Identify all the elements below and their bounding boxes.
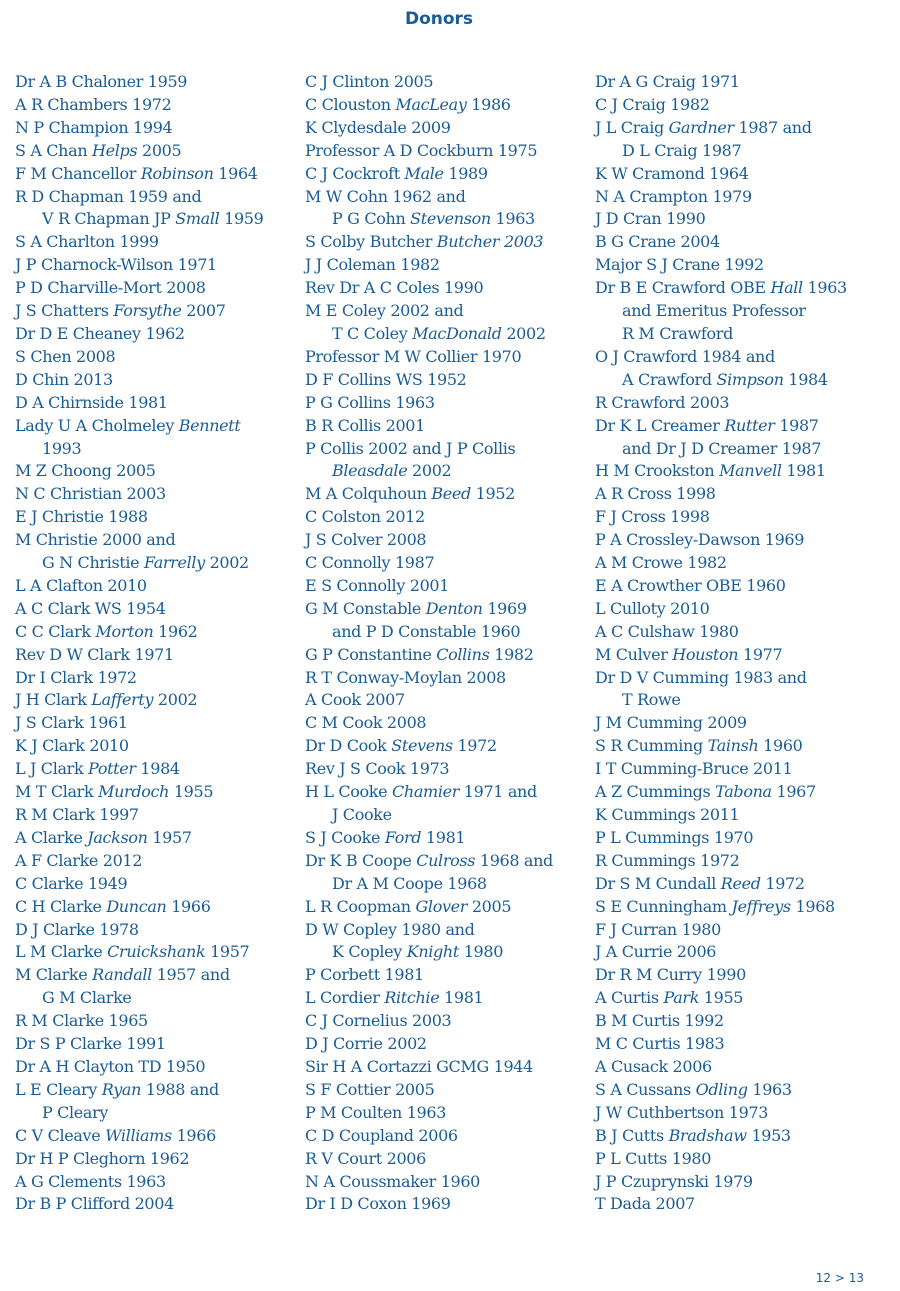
donor-entry: J D Cran 1990 bbox=[595, 209, 706, 229]
donor-entry: C Connolly 1987 bbox=[305, 553, 435, 573]
donor-entry: A Clarke Jackson 1957 bbox=[15, 827, 192, 847]
donor-entry: D Chin 2013 bbox=[15, 369, 113, 389]
donor-entry: Dr A H Clayton TD 1950 bbox=[15, 1056, 206, 1076]
donor-entry: Dr K L Creamer Rutter 1987 and Dr J D Creamer 1987 bbox=[595, 415, 822, 458]
donor-entry: Dr I Clark 1972 bbox=[15, 667, 137, 687]
donor-entry: Dr B E Crawford OBE Hall 1963 and Emeritus Professor R M Crawford bbox=[595, 278, 847, 343]
donor-entry: T Dada 2007 bbox=[595, 1194, 695, 1214]
donor-entry: J H Clark Lafferty 2002 bbox=[15, 690, 198, 710]
donor-entry: D J Corrie 2002 bbox=[305, 1034, 427, 1054]
donor-entry: M Christie 2000 and G N Christie Farrelly 2002 bbox=[15, 530, 249, 573]
donor-entry: R Cummings 1972 bbox=[595, 850, 740, 870]
donor-entry: Dr I D Coxon 1969 bbox=[305, 1194, 451, 1214]
donor-entry: M A Colquhoun Beed 1952 bbox=[305, 484, 515, 504]
donor-entry: Dr D V Cumming 1983 and T Rowe bbox=[595, 667, 807, 710]
donor-entry: Dr A B Chaloner 1959 bbox=[15, 72, 188, 91]
donor-entry: K Cummings 2011 bbox=[595, 805, 740, 824]
donor-entry: D J Clarke 1978 bbox=[15, 919, 139, 939]
donor-entry: J S Chatters Forsythe 2007 bbox=[15, 301, 226, 321]
donor-entry: S A Cussans Odling 1963 bbox=[595, 1079, 792, 1099]
donor-entry: G P Constantine Collins 1982 bbox=[305, 644, 534, 664]
donor-entry: C Clarke 1949 bbox=[15, 873, 128, 893]
donor-entry: S Colby Butcher Butcher 2003 bbox=[305, 232, 544, 252]
donor-entry: P L Cutts 1980 bbox=[595, 1148, 712, 1168]
donor-entry: Professor M W Collier 1970 bbox=[305, 346, 522, 366]
donor-entry: B M Curtis 1992 bbox=[595, 1011, 724, 1031]
donor-entry: D F Collins WS 1952 bbox=[305, 369, 467, 389]
donor-entry: Major S J Crane 1992 bbox=[595, 255, 764, 275]
donor-entry: P D Charville-Mort 2008 bbox=[15, 278, 206, 298]
donor-entry: Rev D W Clark 1971 bbox=[15, 644, 174, 664]
donor-entry: C J Craig 1982 bbox=[595, 94, 710, 114]
donor-entry: Lady U A Cholmeley Bennett 1993 bbox=[15, 415, 241, 458]
donor-entry: Dr R M Curry 1990 bbox=[595, 965, 746, 985]
donor-entry: Dr K B Coope Culross 1968 and Dr A M Coope 1968 bbox=[305, 850, 553, 893]
donor-entry: L J Clark Potter 1984 bbox=[15, 759, 180, 779]
donor-entry: Dr B P Clifford 2004 bbox=[15, 1194, 174, 1214]
donor-entry: S R Cumming Tainsh 1960 bbox=[595, 736, 803, 756]
donor-entry: C D Coupland 2006 bbox=[305, 1125, 458, 1145]
donor-entry: A C Clark WS 1954 bbox=[15, 598, 166, 618]
donor-entry: C H Clarke Duncan 1966 bbox=[15, 896, 211, 916]
donor-entry: J P Czuprynski 1979 bbox=[595, 1171, 753, 1191]
donor-entry: Dr D E Cheaney 1962 bbox=[15, 323, 185, 343]
donor-entry: K Clydesdale 2009 bbox=[305, 117, 451, 137]
donor-entry: Professor A D Cockburn 1975 bbox=[305, 140, 538, 160]
donor-entry: J L Craig Gardner 1987 and D L Craig 1987 bbox=[595, 117, 812, 160]
donor-entry: C V Cleave Williams 1966 bbox=[15, 1125, 216, 1145]
donor-entry: P Corbett 1981 bbox=[305, 965, 424, 985]
donor-entry: L Cordier Ritchie 1981 bbox=[305, 988, 484, 1008]
donor-entry: R D Chapman 1959 and V R Chapman JP Small 1959 bbox=[15, 186, 264, 229]
donor-entry: S Chen 2008 bbox=[15, 346, 116, 366]
donor-entry: L A Clafton 2010 bbox=[15, 575, 147, 595]
donor-entry: A Z Cummings Tabona 1967 bbox=[595, 782, 816, 802]
donor-entry: S A Charlton 1999 bbox=[15, 232, 159, 252]
donor-entry: P M Coulten 1963 bbox=[305, 1102, 447, 1122]
donor-column-3 bbox=[595, 71, 885, 1216]
donor-entry: J S Colver 2008 bbox=[305, 530, 427, 550]
donor-entry: M Clarke Randall 1957 and G M Clarke bbox=[15, 965, 230, 1008]
donor-entry: L M Clarke Cruickshank 1957 bbox=[15, 942, 250, 962]
donor-entry: E A Crowther OBE 1960 bbox=[595, 575, 786, 595]
donor-entry: P Collis 2002 and J P Collis Bleasdale 2002 bbox=[305, 438, 516, 481]
donor-entry: Dr S P Clarke 1991 bbox=[15, 1034, 166, 1054]
donor-entry: C Clouston MacLeay 1986 bbox=[305, 94, 511, 114]
donor-entry: M W Cohn 1962 and P G Cohn Stevenson 1963 bbox=[305, 186, 535, 229]
donor-entry: A G Clements 1963 bbox=[15, 1171, 166, 1191]
donor-entry: Sir H A Cortazzi GCMG 1944 bbox=[305, 1056, 533, 1076]
donor-entry: A R Chambers 1972 bbox=[15, 94, 172, 114]
donor-entry: Dr S M Cundall Reed 1972 bbox=[595, 873, 805, 893]
donor-entry: A M Crowe 1982 bbox=[595, 553, 727, 573]
donor-entry: L R Coopman Glover 2005 bbox=[305, 896, 512, 916]
donor-entry: M Z Choong 2005 bbox=[15, 461, 156, 481]
donor-entry: B G Crane 2004 bbox=[595, 232, 720, 252]
donor-column-2 bbox=[305, 71, 595, 1216]
donor-entry: C J Cockroft Male 1989 bbox=[305, 163, 488, 183]
donor-entry: R V Court 2006 bbox=[305, 1148, 426, 1168]
donor-entry: N C Christian 2003 bbox=[15, 484, 166, 504]
donor-entry: P L Cummings 1970 bbox=[595, 827, 754, 847]
donor-entry: M C Curtis 1983 bbox=[595, 1034, 725, 1054]
donor-entry: A F Clarke 2012 bbox=[15, 850, 143, 870]
donor-entry: S A Chan Helps 2005 bbox=[15, 140, 182, 160]
donor-entry: O J Crawford 1984 and A Crawford Simpson 1984 bbox=[595, 346, 828, 389]
donor-entry: J S Clark 1961 bbox=[15, 713, 128, 733]
donor-entry: F M Chancellor Robinson 1964 bbox=[15, 163, 258, 183]
donor-entry: D W Copley 1980 and K Copley Knight 1980 bbox=[305, 919, 504, 962]
donor-entry: A C Culshaw 1980 bbox=[595, 621, 739, 641]
donor-entry: M E Coley 2002 and T C Coley MacDonald 2002 bbox=[305, 301, 546, 343]
donor-entry: A Curtis Park 1955 bbox=[595, 988, 744, 1008]
donor-entry: N A Crampton 1979 bbox=[595, 186, 752, 206]
donor-entry: E S Connolly 2001 bbox=[305, 575, 450, 595]
donor-entry: D A Chirnside 1981 bbox=[15, 392, 168, 412]
page-number: 12 > 13 bbox=[815, 1271, 864, 1285]
donor-entry: A Cook 2007 bbox=[305, 690, 405, 710]
donor-entry: C J Clinton 2005 bbox=[305, 72, 434, 91]
donor-entry: L Culloty 2010 bbox=[595, 598, 710, 618]
donor-entry: M T Clark Murdoch 1955 bbox=[15, 782, 214, 802]
donor-entry: J P Charnock-Wilson 1971 bbox=[15, 255, 217, 275]
donor-entry: C Colston 2012 bbox=[305, 507, 425, 527]
donor-entry: N P Champion 1994 bbox=[15, 117, 173, 137]
donor-entry: C C Clark Morton 1962 bbox=[15, 621, 198, 641]
donor-entry: S J Cooke Ford 1981 bbox=[305, 827, 466, 847]
donor-entry: H L Cooke Chamier 1971 and J Cooke bbox=[305, 782, 537, 824]
donor-entry: L E Cleary Ryan 1988 and P Cleary bbox=[15, 1079, 219, 1122]
donor-entry: S F Cottier 2005 bbox=[305, 1079, 435, 1099]
donor-entry: C J Cornelius 2003 bbox=[305, 1011, 452, 1031]
donor-entry: R Crawford 2003 bbox=[595, 392, 730, 412]
donor-entry: A R Cross 1998 bbox=[595, 484, 716, 504]
donor-entry: Dr H P Cleghorn 1962 bbox=[15, 1148, 190, 1168]
donor-entry: P G Collins 1963 bbox=[305, 392, 435, 412]
donor-entry: K W Cramond 1964 bbox=[595, 163, 749, 183]
donor-entry: B R Collis 2001 bbox=[305, 415, 425, 435]
donor-entry: Dr D Cook Stevens 1972 bbox=[305, 736, 497, 756]
donor-entry: H M Crookston Manvell 1981 bbox=[595, 461, 826, 481]
donor-entry: G M Constable Denton 1969 and P D Constable 1960 bbox=[305, 598, 527, 641]
donor-entry: A Cusack 2006 bbox=[595, 1056, 712, 1076]
donor-entry: P A Crossley-Dawson 1969 bbox=[595, 530, 805, 550]
donor-entry: F J Curran 1980 bbox=[595, 919, 721, 939]
page-title: Donors bbox=[404, 9, 474, 29]
donor-entry: Rev J S Cook 1973 bbox=[305, 759, 450, 779]
donor-entry: M Culver Houston 1977 bbox=[595, 644, 783, 664]
donor-entry: J W Cuthbertson 1973 bbox=[595, 1102, 769, 1122]
donor-entry: E J Christie 1988 bbox=[15, 507, 148, 527]
donor-entry: K J Clark 2010 bbox=[15, 736, 129, 756]
donor-entry: J A Currie 2006 bbox=[595, 942, 717, 962]
donor-entry: J M Cumming 2009 bbox=[595, 713, 747, 733]
donor-entry: C M Cook 2008 bbox=[305, 713, 427, 733]
donor-entry: J J Coleman 1982 bbox=[305, 255, 440, 275]
donor-entry: B J Cutts Bradshaw 1953 bbox=[595, 1125, 791, 1145]
donor-entry: Rev Dr A C Coles 1990 bbox=[305, 278, 484, 298]
donor-entry: R T Conway-Moylan 2008 bbox=[305, 667, 506, 687]
donor-entry: I T Cumming-Bruce 2011 bbox=[595, 759, 793, 779]
donor-entry: N A Coussmaker 1960 bbox=[305, 1171, 481, 1191]
donor-entry: F J Cross 1998 bbox=[595, 507, 710, 527]
donor-column-1 bbox=[15, 71, 305, 1216]
donor-entry: R M Clark 1997 bbox=[15, 805, 139, 824]
donor-entry: R M Clarke 1965 bbox=[15, 1011, 148, 1031]
donor-entry: S E Cunningham Jeffreys 1968 bbox=[595, 896, 835, 916]
donor-entry: Dr A G Craig 1971 bbox=[595, 72, 740, 91]
